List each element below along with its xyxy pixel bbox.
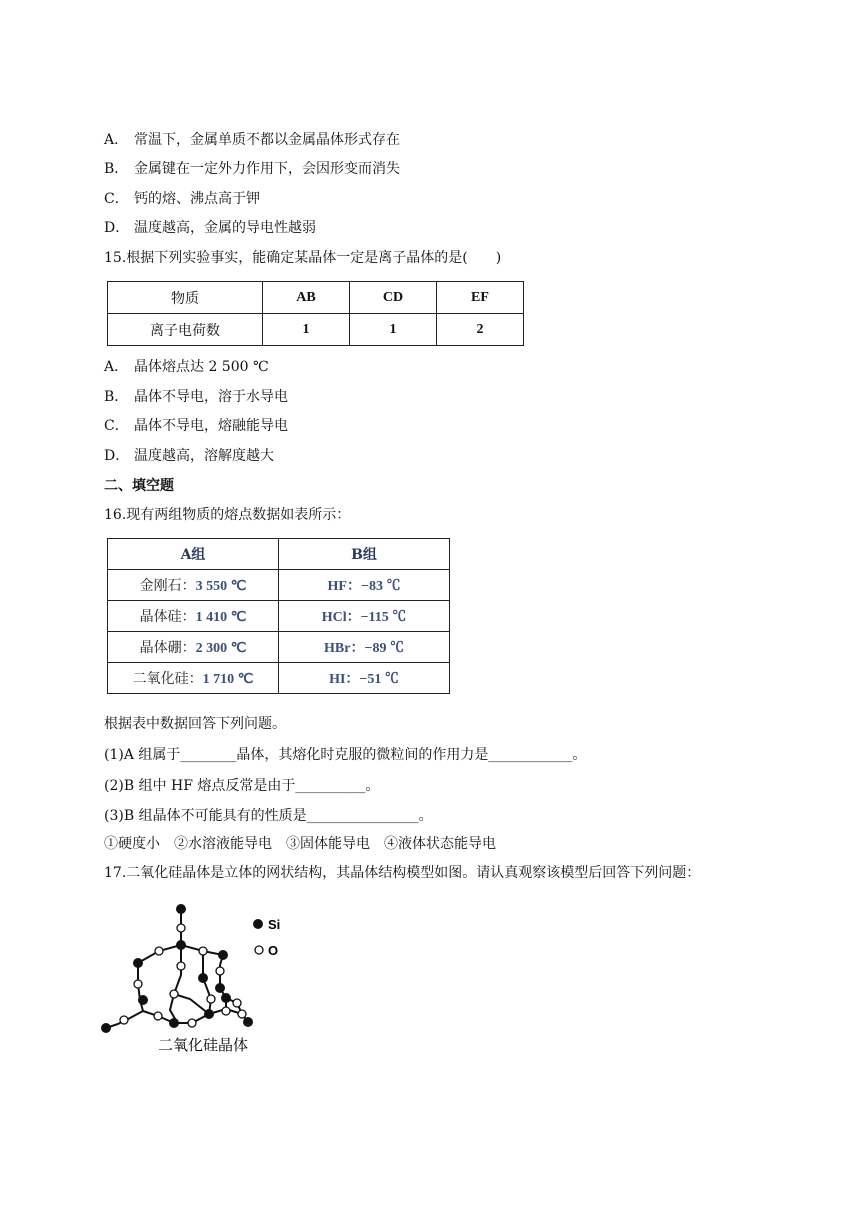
q15-table bbox=[107, 281, 524, 346]
q14-option-d: D． 温度越高，金属的导电性越弱 bbox=[104, 220, 316, 236]
legend-o-dot bbox=[255, 946, 263, 954]
q16-sub2: (2)B 组中 HF 熔点反常是由于__________。 bbox=[104, 778, 380, 794]
q14-option-a: A． 常温下，金属单质不都以金属晶体形式存在 bbox=[104, 132, 400, 148]
table-row bbox=[108, 601, 450, 632]
table-cell: HBr：−89 ℃ bbox=[279, 632, 450, 663]
sio2-crystal-model bbox=[100, 898, 300, 1058]
table-header-cell: AB bbox=[263, 282, 350, 314]
section-title: 二、填空题 bbox=[104, 478, 174, 494]
table-cell: 晶体硅：1 410 ℃ bbox=[108, 601, 279, 632]
legend-si-label: Si bbox=[268, 917, 281, 932]
q15-option-d: D． 温度越高，溶解度越大 bbox=[104, 448, 274, 464]
q15-option-b: B． 晶体不导电，溶于水导电 bbox=[104, 389, 288, 405]
table-cell: 1 bbox=[263, 314, 350, 346]
q16-sub1: (1)A 组属于________晶体，其熔化时克服的微粒间的作用力是____________。 bbox=[104, 747, 587, 763]
legend-o-label: O bbox=[268, 943, 279, 958]
q17-stem: 17.二氧化硅晶体是立体的网状结构，其晶体结构模型如图。请认真观察该模型后回答下列问题： bbox=[104, 865, 701, 881]
q16-intro: 根据表中数据回答下列问题。 bbox=[104, 716, 286, 732]
table-row bbox=[108, 539, 450, 570]
table-row bbox=[108, 314, 524, 346]
table-cell: HI：−51 ℃ bbox=[279, 663, 450, 694]
table-cell: HCl：−115 ℃ bbox=[279, 601, 450, 632]
table-row bbox=[108, 570, 450, 601]
q14-option-b: B． 金属键在一定外力作用下，会因形变而消失 bbox=[104, 161, 400, 177]
q15-option-a: A． 晶体熔点达 2 500 ℃ bbox=[104, 359, 269, 375]
q14-option-c: C． 钙的熔、沸点高于钾 bbox=[104, 191, 260, 207]
table-cell: HF：−83 ℃ bbox=[279, 570, 450, 601]
table-header-cell: 物质 bbox=[108, 282, 263, 314]
q16-stem: 16.现有两组物质的熔点数据如表所示： bbox=[104, 507, 351, 523]
q16-choices: ①硬度小 ②水溶液能导电 ③固体能导电 ④液体状态能导电 bbox=[104, 836, 496, 852]
table-cell: 二氧化硅：1 710 ℃ bbox=[108, 663, 279, 694]
legend-si-dot bbox=[253, 919, 263, 929]
table-cell: 金刚石：3 550 ℃ bbox=[108, 570, 279, 601]
table-header-cell: EF bbox=[437, 282, 524, 314]
q16-sub3: (3)B 组晶体不可能具有的性质是________________。 bbox=[104, 808, 433, 824]
table-header-cell: B组 bbox=[279, 539, 450, 570]
table-cell: 2 bbox=[437, 314, 524, 346]
table-header-cell: A组 bbox=[108, 539, 279, 570]
q16-table bbox=[107, 538, 450, 694]
table-row bbox=[108, 663, 450, 694]
table-cell: 晶体硼：2 300 ℃ bbox=[108, 632, 279, 663]
table-cell: 1 bbox=[350, 314, 437, 346]
figure-caption: 二氧化硅晶体 bbox=[158, 1036, 249, 1054]
silicon-atoms bbox=[101, 904, 253, 1033]
q15-option-c: C． 晶体不导电，熔融能导电 bbox=[104, 418, 288, 434]
table-row bbox=[108, 282, 524, 314]
q15-stem: 15.根据下列实验事实，能确定某晶体一定是离子晶体的是( ) bbox=[104, 250, 502, 266]
table-cell: 离子电荷数 bbox=[108, 314, 263, 346]
table-row bbox=[108, 632, 450, 663]
table-header-cell: CD bbox=[350, 282, 437, 314]
